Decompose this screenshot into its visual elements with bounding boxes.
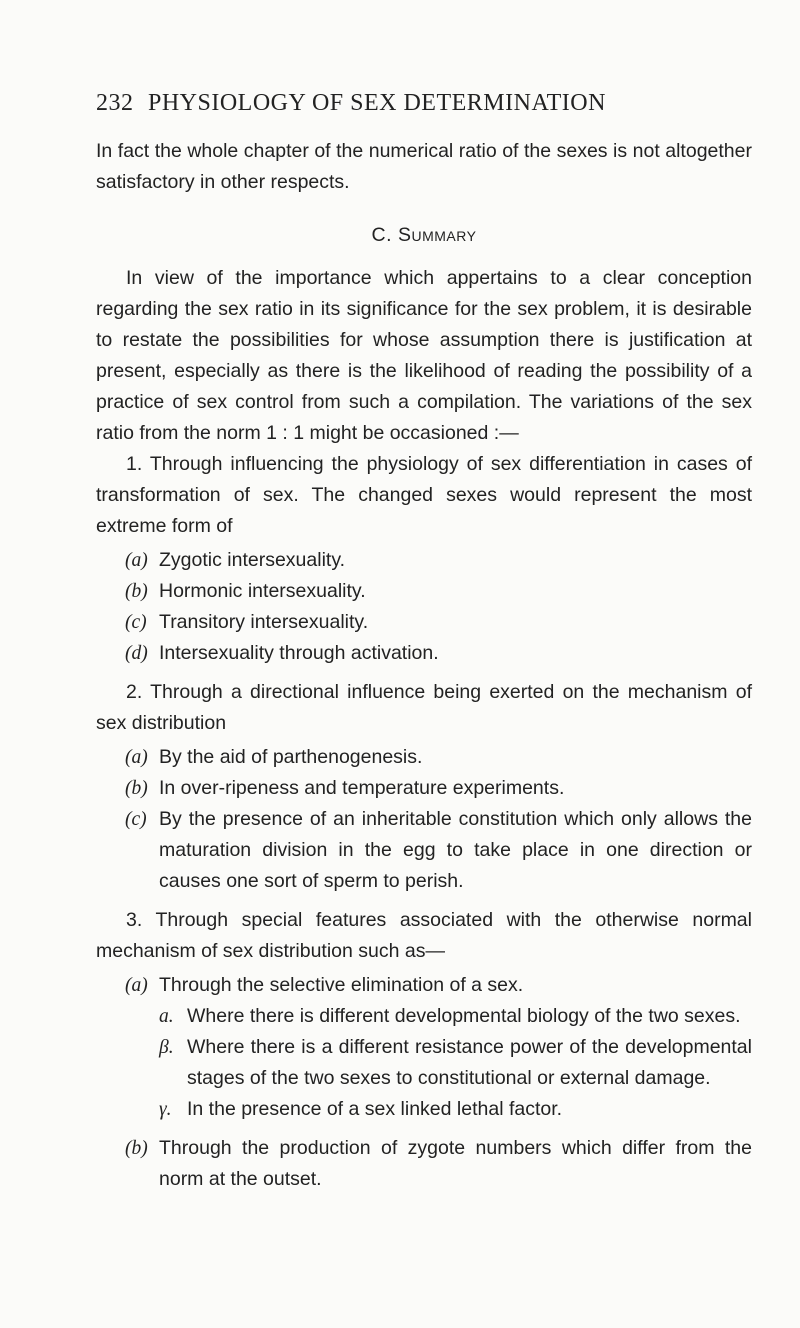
page-body <box>96 136 752 1203</box>
sub-label: (c) <box>125 809 147 830</box>
greek-sub-item <box>96 1032 752 1094</box>
sub-text: Intersexuality through activation. <box>159 642 439 664</box>
sub-label: (a) <box>125 747 148 768</box>
greek-label: γ. <box>159 1099 172 1120</box>
greek-sub-item <box>96 1001 752 1032</box>
greek-text: In the presence of a sex linked lethal factor. <box>187 1098 563 1120</box>
sub-label: (a) <box>125 975 148 996</box>
item-text: Through special features associated with the otherwise normal mechanism of sex distribution such as— <box>96 909 752 962</box>
greek-text: Where there is a different resistance power of the developmental stages of the two sexes to constitutional or external damage. <box>187 1036 752 1089</box>
sub-text: By the aid of parthenogenesis. <box>159 746 423 768</box>
section-letter: C. <box>371 224 393 246</box>
sub-label: (b) <box>125 1138 148 1159</box>
item-number: 2. <box>126 681 143 703</box>
sub-label: (c) <box>125 612 147 633</box>
item-1-sublist <box>96 545 752 669</box>
sub-item <box>96 773 752 804</box>
item-text: Through a directional influence being exerted on the mechanism of sex distribution <box>96 681 752 734</box>
sub-text: Through the production of zygote numbers which differ from the norm at the outset. <box>159 1137 752 1190</box>
sub-text: Through the selective elimination of a sex. <box>159 974 524 996</box>
greek-label: β. <box>159 1037 174 1058</box>
sub-text: Zygotic intersexuality. <box>159 549 346 571</box>
sub-text: By the presence of an inheritable constitution which only allows the maturation division in the egg to take place in one direction or causes one sort of sperm to perish. <box>159 808 752 892</box>
page-number: 232 <box>96 90 134 116</box>
sub-item <box>96 1133 752 1195</box>
running-head <box>96 90 746 117</box>
sub-item <box>96 638 752 669</box>
sub-label: (b) <box>125 581 148 602</box>
sub-item <box>96 545 752 576</box>
item-2-sublist <box>96 742 752 897</box>
item-text: Through influencing the physiology of sex differentiation in cases of transformation of sex. The changed sexes would represent the most extreme form of <box>96 453 752 537</box>
sub-text: Hormonic intersexuality. <box>159 580 366 602</box>
item-3-sublist <box>96 970 752 1195</box>
section-title: Summary <box>397 224 477 246</box>
greek-sub-item <box>96 1094 752 1125</box>
sub-label: (a) <box>125 550 148 571</box>
numbered-item-1 <box>96 449 752 542</box>
sub-item <box>96 804 752 897</box>
intro-paragraph: In fact the whole chapter of the numerical ratio of the sexes is not altogether satisfactory in other respects. <box>96 140 752 193</box>
greek-label: a. <box>159 1006 174 1027</box>
sub-label: (b) <box>125 778 148 799</box>
sub-item <box>96 970 752 1001</box>
sub-item <box>96 742 752 773</box>
summary-paragraph: In view of the importance which appertains to a clear conception regarding the sex ratio in its significance for the sex problem, it is desirable to restate the possibilities for whose assumption there is justification at present, especially as there is the likelihood of reading the possibility of a practice of sex control from such a compilation. The variations of the sex ratio from the norm 1 : 1 might be occasioned :— <box>96 267 752 444</box>
item-number: 1. <box>126 453 143 475</box>
numbered-item-2 <box>96 677 752 739</box>
item-number: 3. <box>126 909 143 931</box>
sub-item <box>96 576 752 607</box>
sub-text: In over-ripeness and temperature experiments. <box>159 777 565 799</box>
sub-item <box>96 607 752 638</box>
running-title: PHYSIOLOGY OF SEX DETERMINATION <box>148 90 606 116</box>
greek-text: Where there is different developmental biology of the two sexes. <box>187 1005 741 1027</box>
section-heading <box>96 220 752 251</box>
sub-label: (d) <box>125 643 148 664</box>
numbered-item-3 <box>96 905 752 967</box>
sub-text: Transitory intersexuality. <box>159 611 369 633</box>
